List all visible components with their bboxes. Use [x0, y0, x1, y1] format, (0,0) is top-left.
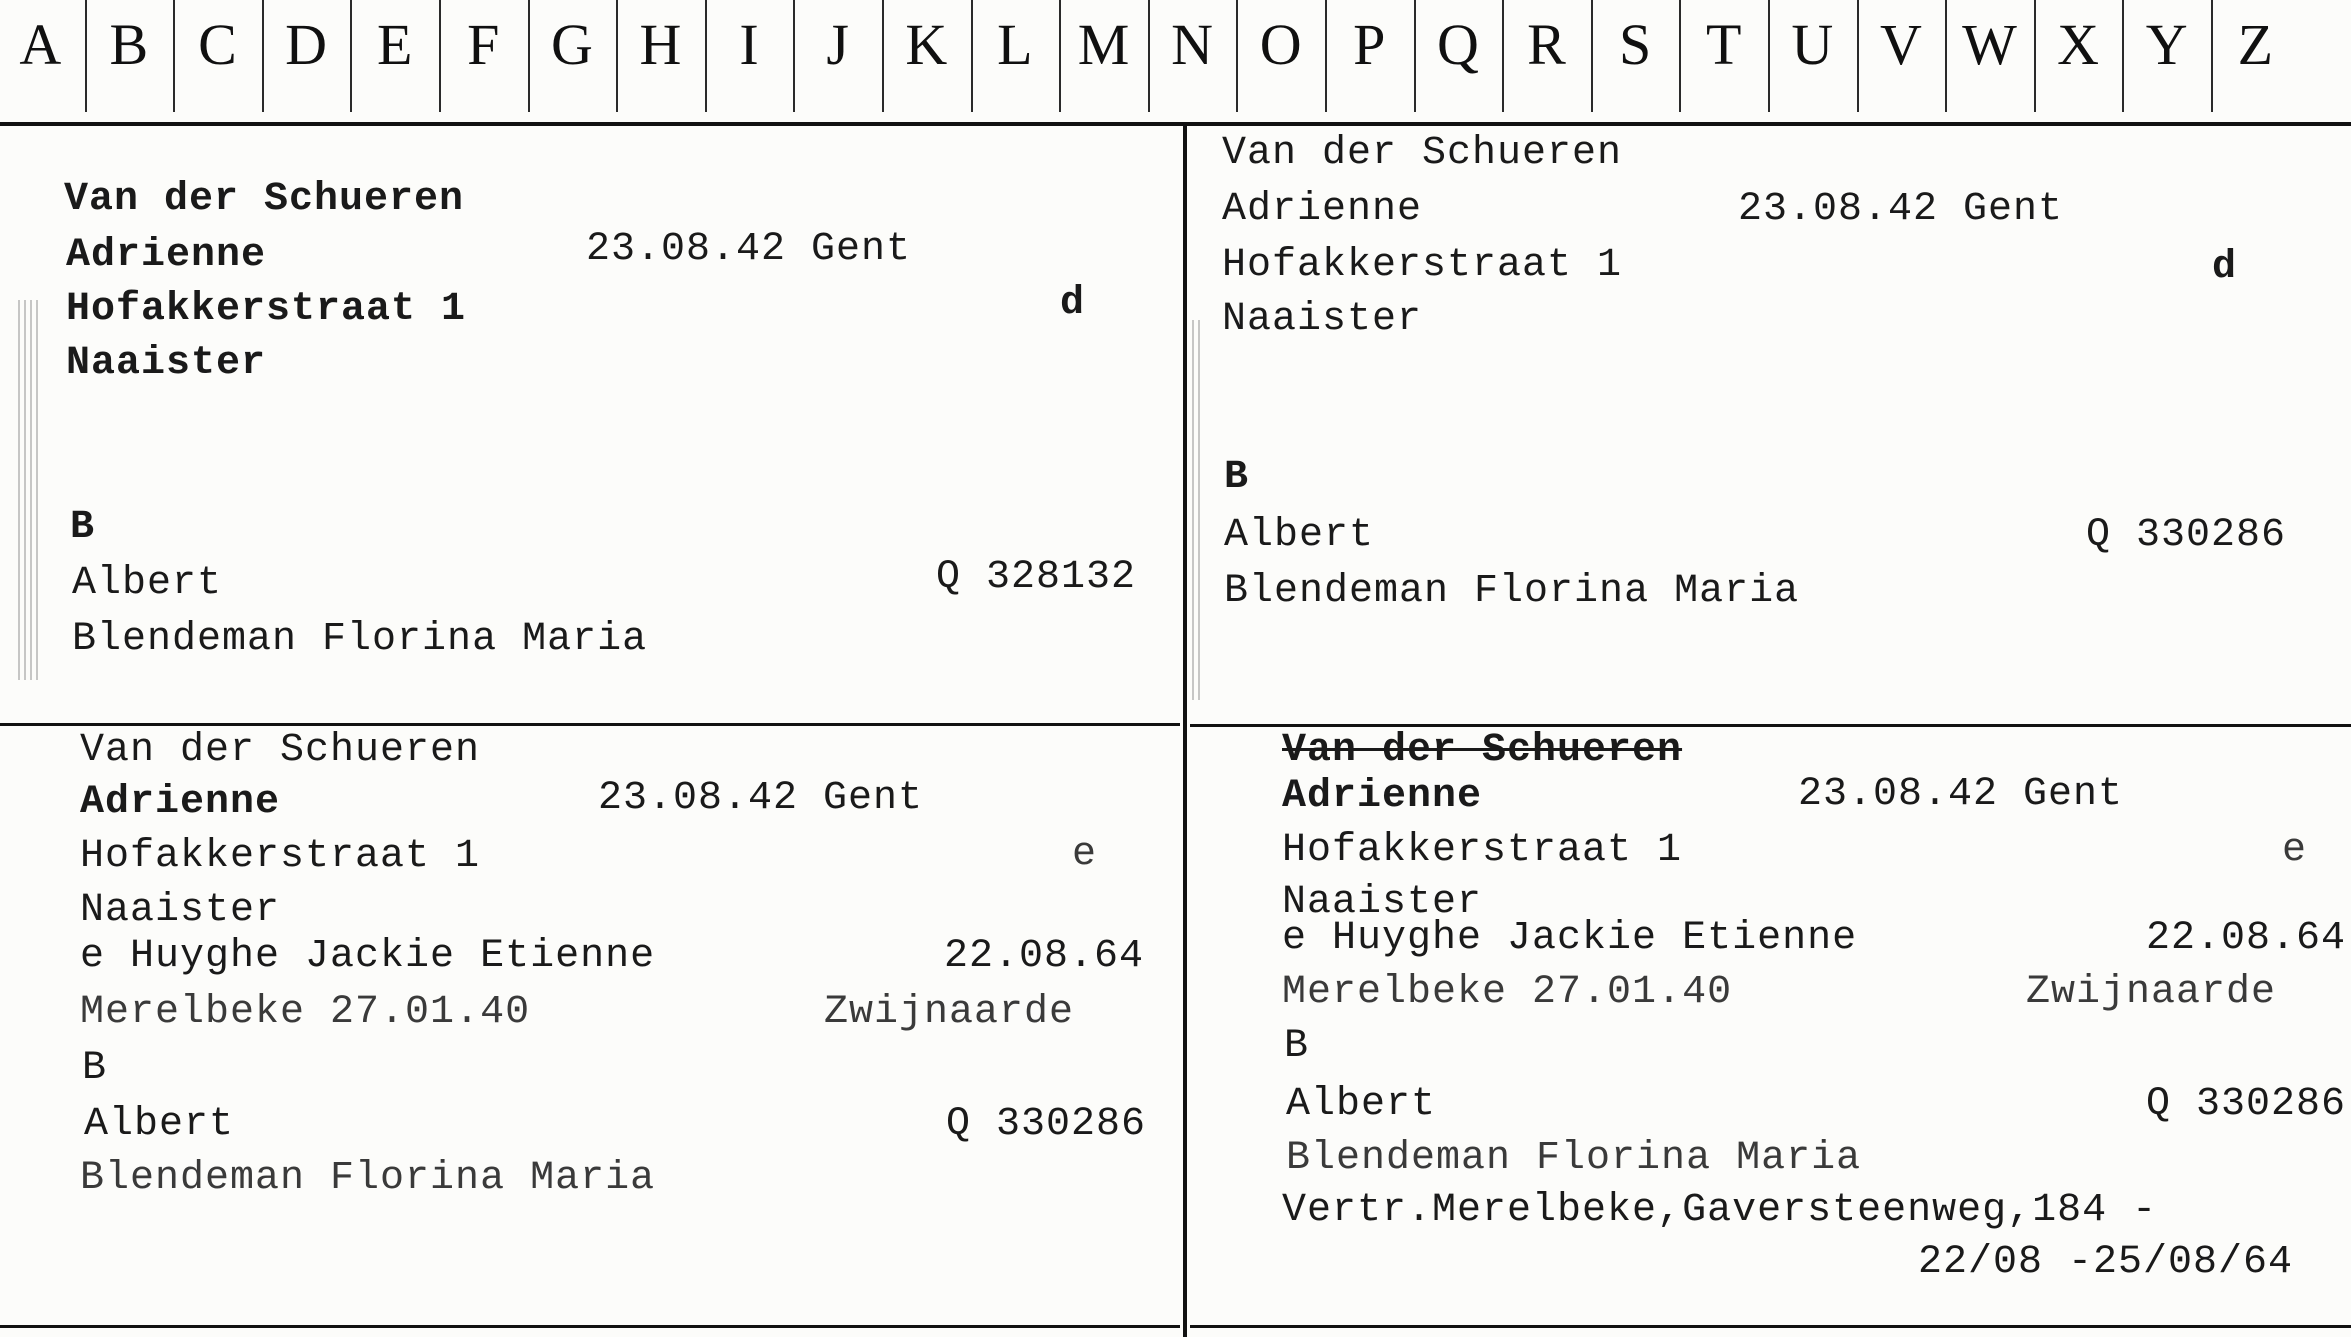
alphabet-letter: T: [1705, 12, 1742, 77]
father-name: Albert: [84, 1102, 235, 1147]
alphabet-letter: M: [1077, 12, 1130, 77]
alphabet-letter: A: [19, 12, 62, 77]
firstname: Adrienne: [66, 233, 267, 278]
father-name: Albert: [1224, 513, 1375, 558]
alphabet-letter: N: [1171, 12, 1214, 77]
marriage-date: 22.08.64: [2146, 916, 2347, 961]
alphabet-letter: U: [1791, 12, 1834, 77]
alphabet-letter: W: [1962, 12, 2017, 77]
spouse-birth: Merelbeke 27.01.40: [80, 990, 531, 1035]
alphabet-letter: C: [198, 12, 237, 77]
alphabet-letter: R: [1527, 12, 1566, 77]
alphabet-letter: K: [905, 12, 948, 77]
alphabet-letter: B: [109, 12, 149, 77]
reference-number: Q 330286: [2146, 1082, 2347, 1127]
departure-address: Vertr.Merelbeke,Gaversteenweg,184 -: [1282, 1188, 2158, 1233]
surname: Van der Schueren: [1222, 131, 1623, 176]
alphabet-letter: G: [550, 12, 593, 77]
mother-name: Blendeman Florina Maria: [72, 617, 648, 662]
card-bottom-left: [0, 727, 1180, 1325]
occupation: Naaister: [1282, 880, 1483, 925]
birth-date-place: 23.08.42 Gent: [598, 776, 924, 821]
address: Hofakkerstraat 1: [1222, 243, 1623, 288]
occupation: Naaister: [66, 341, 267, 386]
address: Hofakkerstraat 1: [80, 834, 481, 879]
surname-struck: Van der Schueren: [1282, 728, 1683, 773]
alphabet-letter: Y: [2145, 12, 2188, 77]
card-bottom-right: [1190, 727, 2351, 1325]
surname: Van der Schueren: [80, 728, 481, 773]
alphabet-letter: X: [2057, 12, 2100, 77]
residence-period: 22/08 -25/08/64: [1918, 1240, 2294, 1285]
spouse-name: e Huyghe Jackie Etienne: [80, 934, 656, 979]
firstname: Adrienne: [1282, 774, 1483, 819]
alphabet-letter: O: [1259, 12, 1302, 77]
occupation: Naaister: [1222, 297, 1423, 342]
alphabet-letter: J: [826, 12, 849, 77]
alphabet-letter: H: [639, 12, 682, 77]
marriage-place: Zwijnaarde: [2026, 970, 2277, 1015]
spouse-name: e Huyghe Jackie Etienne: [1282, 916, 1858, 961]
father-name: Albert: [1286, 1082, 1437, 1127]
alphabet-letter: Z: [2237, 12, 2274, 77]
alphabet-letter: D: [285, 12, 328, 77]
bottom-right-card-bottom-rule: [1190, 1325, 2351, 1328]
parent-letter: B: [1284, 1024, 1310, 1069]
address: Hofakkerstraat 1: [1282, 828, 1683, 873]
reference-number: Q 330286: [946, 1102, 1147, 1147]
edge-smudge: [1192, 320, 1202, 700]
status-code: e: [1072, 832, 1098, 877]
alphabet-letter: P: [1353, 12, 1386, 77]
marriage-date: 22.08.64: [944, 934, 1145, 979]
alphabet-letter: F: [467, 12, 500, 77]
card-top-left: [0, 0, 1180, 724]
center-vertical-rule: [1183, 126, 1187, 1337]
reference-number: Q 328132: [936, 555, 1137, 600]
birth-date-place: 23.08.42 Gent: [1798, 772, 2124, 817]
occupation: Naaister: [80, 888, 281, 933]
mother-name: Blendeman Florina Maria: [80, 1156, 656, 1201]
status-code: e: [2282, 828, 2308, 873]
alphabet-letter: E: [376, 12, 413, 77]
parent-letter: B: [82, 1046, 108, 1091]
address: Hofakkerstraat 1: [66, 287, 467, 332]
parent-letter: B: [70, 505, 96, 550]
edge-smudge: [18, 300, 42, 680]
birth-date-place: 23.08.42 Gent: [586, 227, 912, 272]
card-top-right: [1190, 0, 2351, 724]
spouse-birth: Merelbeke 27.01.40: [1282, 970, 1733, 1015]
parent-letter: B: [1224, 455, 1250, 500]
birth-date-place: 23.08.42 Gent: [1738, 187, 2064, 232]
status-code: d: [2212, 245, 2238, 290]
marriage-place: Zwijnaarde: [824, 990, 1075, 1035]
alphabet-letter: S: [1618, 12, 1652, 77]
bottom-left-card-bottom-rule: [0, 1325, 1180, 1328]
surname: Van der Schueren: [64, 177, 465, 222]
alphabet-letter: L: [997, 12, 1033, 77]
alphabet-letter: V: [1879, 12, 1922, 77]
alphabet-letter: I: [739, 12, 759, 77]
alphabet-letter: Q: [1436, 12, 1479, 77]
father-name: Albert: [72, 561, 223, 606]
firstname: Adrienne: [1222, 187, 1423, 232]
reference-number: Q 330286: [2086, 513, 2287, 558]
firstname: Adrienne: [80, 780, 281, 825]
mother-name: Blendeman Florina Maria: [1224, 569, 1800, 614]
mother-name: Blendeman Florina Maria: [1286, 1136, 1862, 1181]
status-code: d: [1060, 281, 1086, 326]
